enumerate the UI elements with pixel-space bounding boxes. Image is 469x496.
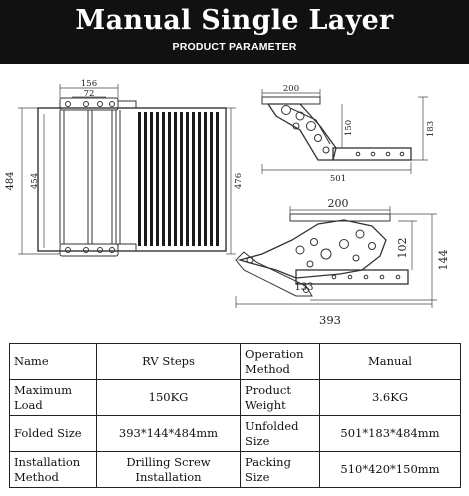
dim-133: 133 [294, 282, 314, 293]
side-view-drawing [262, 97, 411, 160]
top-view-drawing [38, 98, 226, 256]
top-view-dimensions [18, 84, 236, 254]
param-label: Name [10, 344, 97, 380]
param-value: Drilling Screw Installation [97, 452, 241, 488]
header-banner [0, 0, 469, 64]
dim-454: 454 [30, 172, 40, 190]
dim-501: 501 [329, 174, 347, 184]
param-label: Unfolded Size [241, 416, 320, 452]
param-value: 501*183*484mm [320, 416, 461, 452]
dim-393: 393 [319, 313, 341, 327]
dim-72: 72 [83, 89, 95, 99]
folded-view-drawing [236, 214, 408, 296]
table-row [10, 452, 461, 488]
param-value: 510*420*150mm [320, 452, 461, 488]
table-row [10, 380, 461, 416]
dim-102: 102 [396, 237, 409, 259]
product-parameter-table [9, 343, 461, 488]
param-label: Packing Size [241, 452, 320, 488]
technical-drawing [0, 64, 469, 340]
param-label: Maximum Load [10, 380, 97, 416]
table-row [10, 416, 461, 452]
param-value: 393*144*484mm [97, 416, 241, 452]
dim-484: 484 [5, 171, 16, 191]
param-label: Installation Method [10, 452, 97, 488]
dim-150: 150 [344, 119, 354, 137]
dim-200-folded: 200 [327, 197, 349, 210]
page-title: Manual Single Layer [75, 5, 394, 36]
param-value: 3.6KG [320, 380, 461, 416]
param-value: Manual [320, 344, 461, 380]
param-label: Folded Size [10, 416, 97, 452]
dim-200-side: 200 [282, 84, 300, 94]
tread-ribs [138, 112, 219, 246]
param-label: Product Weight [241, 380, 320, 416]
page-subtitle: PRODUCT PARAMETER [172, 41, 297, 53]
table-row [10, 344, 461, 380]
dim-183: 183 [426, 120, 436, 138]
param-value: 150KG [97, 380, 241, 416]
param-value: RV Steps [97, 344, 241, 380]
dim-476: 476 [234, 172, 244, 190]
dim-144: 144 [437, 249, 450, 271]
param-label: Operation Method [241, 344, 320, 380]
dim-156: 156 [80, 79, 98, 89]
